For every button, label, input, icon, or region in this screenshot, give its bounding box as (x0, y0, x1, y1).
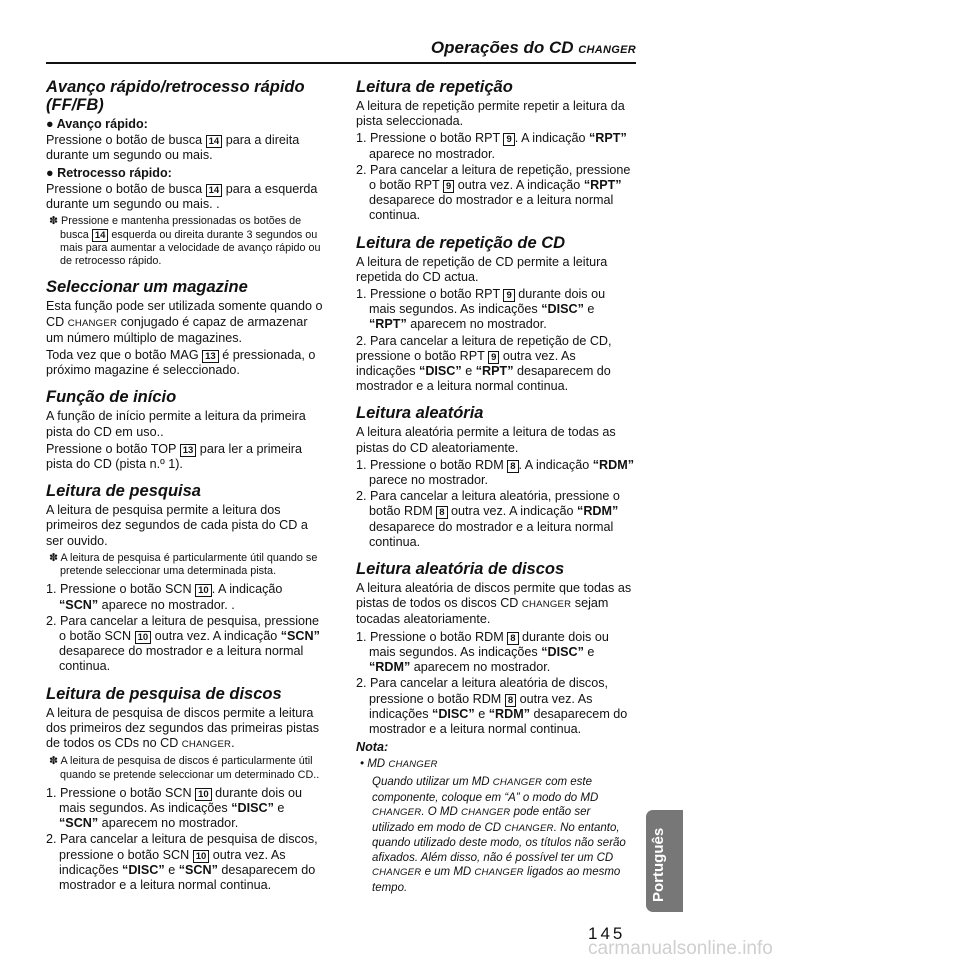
key-9: 9 (503, 133, 514, 146)
paragraph: 2. Para cancelar a leitura de repetição de CD, pressione o botão RPT 9 outra vez. As indicações “DISC” e “RPT” desaparecem do mostrador e a leitura normal continua. (356, 333, 612, 394)
list-item: 1. Pressione o botão RDM 8 . A indicação “RDM” parece no mostrador. (356, 457, 634, 488)
key-13: 13 (180, 444, 197, 457)
nota-body (356, 757, 634, 895)
list-item: 2. Para cancelar a leitura aleatória, pressione o botão RDM 8 outra vez. A indicação “RDM” desaparece do mostrador e a leitura normal continua. (356, 489, 620, 549)
list-item: 2. Para cancelar a leitura de pesquisa, pressione o botão SCN 10 outra vez. A indicação “SCN” desaparece do mostrador e a leitura normal continua. (46, 613, 320, 674)
paragraph: A leitura de pesquisa de discos permite a leitura dos primeiros dez segundos das primeiras pistas de todos os CDs no CD CHANGER. (46, 705, 319, 751)
key-10: 10 (193, 850, 210, 863)
key-9: 9 (443, 180, 454, 193)
section-scan (46, 482, 324, 674)
bullet-heading: ● Avanço rápido: (46, 117, 148, 131)
key-8: 8 (507, 632, 518, 645)
section-title: Função de início (46, 388, 177, 407)
section-title: Leitura aleatória (356, 404, 484, 423)
section-title: Leitura de pesquisa (46, 482, 201, 501)
nota-bullet: • MD CHANGER (360, 758, 438, 771)
list-item: 2. Para cancelar a leitura aleatória de discos, pressione o botão RDM 8 outra vez. As indicações “DISC” e “RDM” desaparecem do mostrador e a leitura normal continua. (356, 676, 628, 736)
key-8: 8 (505, 694, 516, 707)
note: ✽ A leitura de pesquisa de discos é particularmente útil quando se pretende seleccionar um determinado CD.. (49, 755, 320, 781)
paragraph: A leitura de repetição permite repetir a leitura da pista seleccionada. (356, 99, 625, 129)
language-side-tab (646, 810, 683, 912)
key-13: 13 (202, 350, 219, 363)
list-item: 1. Pressione o botão RDM 8 durante dois ou mais segundos. As indicações “DISC” e “RDM” aparecem no mostrador. (356, 629, 609, 675)
section-repeat (356, 78, 634, 224)
nota-text: Quando utilizar um MD CHANGER com este componente, coloque em “A” o modo do MD CHANGER. O MD CHANGER pode então ser utilizado em modo de CD CHANGER. No entanto, quando utilizado deste modo, os títulos não serão afixados. Além disso, não é possível ter um CD CHANGER e um MD CHANGER ligados ao mesmo tempo. (372, 775, 626, 895)
list-item: 1. Pressione o botão SCN 10 durante dois ou mais segundos. As indicações “DISC” e “SCN” aparecem no mostrador. (46, 785, 303, 831)
paragraph: A leitura aleatória permite a leitura de todas as pistas do CD aleatoriamente. (356, 425, 616, 455)
key-14: 14 (206, 135, 223, 148)
nota-title: Nota: (356, 740, 389, 755)
section-title: Leitura de repetição (356, 78, 513, 96)
paragraph: Esta função pode ser utilizada somente quando o CD CHANGER conjugado é capaz de armazenar um número múltiplo de magazines. (46, 299, 323, 345)
paragraph: Pressione o botão TOP 13 para ler a primeira pista do CD (pista n.º 1). (46, 441, 303, 472)
key-10: 10 (195, 584, 212, 597)
section-title: Seleccionar um magazine (46, 278, 248, 297)
note: ✽ A leitura de pesquisa é particularmente útil quando se pretende seleccionar uma determinada pista. (49, 551, 318, 578)
paragraph: A leitura de pesquisa permite a leitura dos primeiros dez segundos de cada pista do CD a ser ouvido. (46, 503, 308, 548)
section-top (46, 388, 324, 472)
section-disc-scan (46, 685, 324, 894)
section-disc-random (356, 560, 634, 737)
left-column (46, 78, 324, 894)
section-disc-repeat (356, 234, 634, 395)
key-14: 14 (206, 184, 223, 197)
list-item: 2. Para cancelar a leitura de pesquisa de discos, pressione o botão SCN 10 outra vez. As indicações “DISC” e “SCN” desaparecem do mostrador e a leitura normal continua. (46, 832, 318, 893)
paragraph: Pressione o botão de busca 14 para a direita durante um segundo ou mais. (46, 133, 300, 163)
section-title: Leitura aleatória de discos (356, 560, 565, 579)
running-header (418, 38, 636, 58)
key-8: 8 (436, 506, 447, 519)
paragraph: A leitura aleatória de discos permite que todas as pistas de todos os discos CD CHANGER sejam tocadas aleatoriamente. (356, 581, 632, 627)
paragraph: A leitura de repetição de CD permite a leitura repetida do CD actua. (356, 254, 608, 284)
watermark: carmanualsonline.info (588, 938, 773, 959)
header-rule (46, 62, 636, 64)
list-item: 1. Pressione o botão RPT 9 . A indicação “RPT” aparece no mostrador. (356, 131, 627, 161)
section-title: Avanço rápido/retrocesso rápido (FF/FB) (46, 78, 305, 114)
side-tab-label: Português (650, 827, 667, 902)
header-suffix: CHANGER (578, 44, 636, 56)
section-title: Leitura de repetição de CD (356, 233, 566, 252)
key-10: 10 (135, 631, 152, 644)
list-item: 1. Pressione o botão SCN 10 . A indicação “SCN” aparece no mostrador. . (46, 582, 283, 612)
list-item: 2. Para cancelar a leitura de repetição, pressione o botão RPT 9 outra vez. A indicação “RPT” desaparece do mostrador e a leitura normal continua. (356, 162, 631, 223)
section-ff-fb (46, 78, 324, 268)
key-8: 8 (507, 460, 518, 473)
note: ✽ Pressione e mantenha pressionadas os botões de busca 14 esquerda ou direita durante 3 segundos ou mais para aumentar a velocidade de avanço rápido ou de retrocesso rápido. (49, 215, 321, 268)
key-14: 14 (92, 229, 109, 242)
header-title: Operações do CD (430, 38, 574, 57)
key-9: 9 (503, 289, 514, 302)
section-title: Leitura de pesquisa de discos (46, 684, 282, 703)
page-number: 145 (588, 924, 626, 943)
key-10: 10 (195, 788, 212, 801)
paragraph: A função de início permite a leitura da primeira pista do CD em uso.. (46, 409, 306, 439)
section-magazine (46, 278, 324, 378)
key-9: 9 (488, 351, 499, 364)
list-item: 1. Pressione o botão RPT 9 durante dois ou mais segundos. As indicações “DISC” e “RPT” aparecem no mostrador. (356, 287, 606, 332)
section-random (356, 404, 634, 550)
section-nota (356, 740, 634, 896)
paragraph: Pressione o botão de busca 14 para a esquerda durante um segundo ou mais. . (46, 181, 318, 212)
paragraph: Toda vez que o botão MAG 13 é pressionada, o próximo magazine é seleccionado. (46, 348, 316, 378)
right-column (356, 78, 634, 898)
bullet-heading: ● Retrocesso rápido: (46, 165, 172, 180)
